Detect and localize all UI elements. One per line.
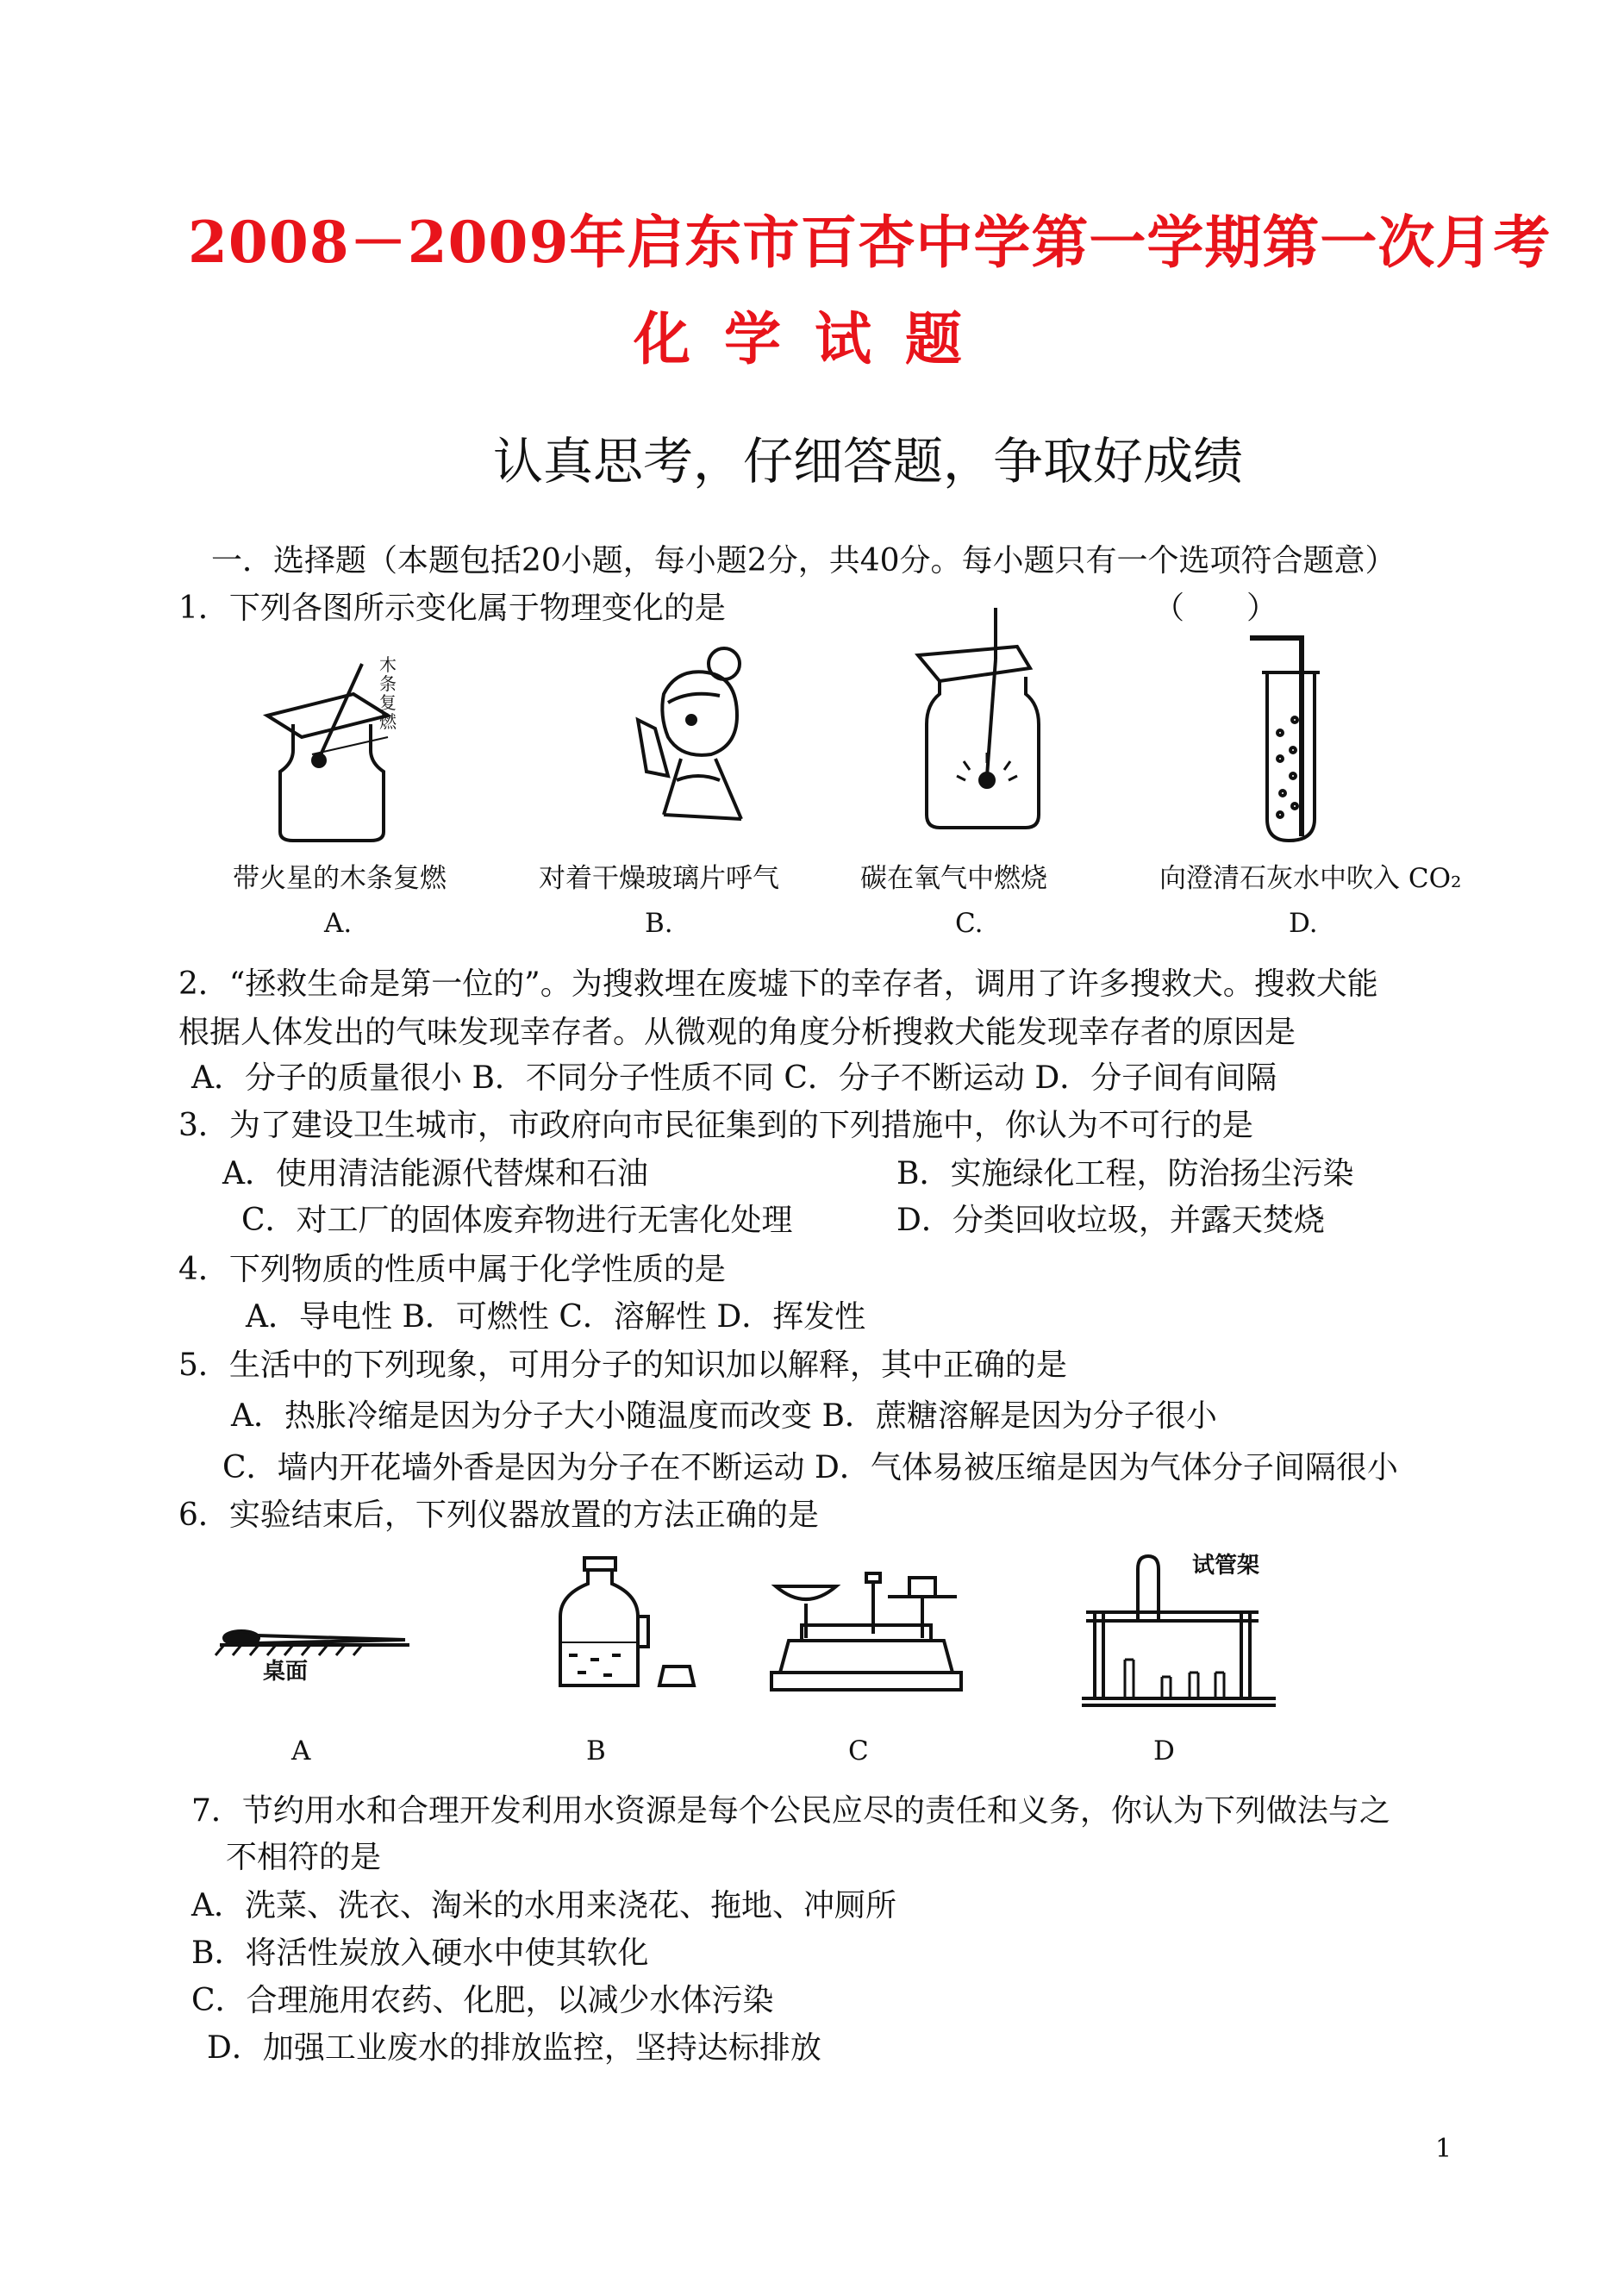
q6-desk-label: 桌面 <box>263 1659 309 1685</box>
q1-figure-b-girl-breathing <box>629 642 759 823</box>
q2-options: A．分子的质量很小 B．不同分子性质不同 C．分子不断运动 D．分子间有间隔 <box>191 1060 1277 1096</box>
q6-figure-c-balance <box>767 1573 965 1698</box>
q3-stem: 3．为了建设卫生城市，市政府向市民征集到的下列措施中，你认为不可行的是 <box>178 1108 1253 1143</box>
q1-figure-c-carbon-burning <box>914 608 1060 832</box>
q1-caption-d: 向澄清石灰水中吹入 CO₂ <box>1159 863 1462 894</box>
q5-stem: 5．生活中的下列现象，可用分子的知识加以解释，其中正确的是 <box>178 1348 1067 1383</box>
q1-label-d: D. <box>1289 908 1318 939</box>
q4-stem: 4．下列物质的性质中属于化学性质的是 <box>178 1252 726 1287</box>
q7-option-d: D．加强工业废水的排放监控，坚持达标排放 <box>207 2030 821 2066</box>
q7-line2: 不相符的是 <box>226 1840 382 1875</box>
q1-figure-a-label: 木条复燃 <box>379 654 397 732</box>
q6-label-c: C <box>848 1735 869 1767</box>
q7-option-a: A．洗菜、洗衣、淘米的水用来浇花、拖地、冲厕所 <box>191 1888 896 1923</box>
q3-option-b: B．实施绿化工程，防治扬尘污染 <box>896 1156 1354 1191</box>
exam-subject: 化 学 试 题 <box>634 305 969 372</box>
q4-options: A．导电性 B．可燃性 C．溶解性 D．挥发性 <box>246 1299 866 1335</box>
q1-figure-d-test-tube <box>1241 629 1345 845</box>
q6-rack-label: 试管架 <box>1192 1553 1260 1579</box>
page-number: 1 <box>1435 2134 1452 2164</box>
q6-stem: 6．实验结束后，下列仪器放置的方法正确的是 <box>178 1498 819 1533</box>
q1-caption-c: 碳在氧气中燃烧 <box>860 863 1047 894</box>
q6-label-d: D <box>1153 1735 1175 1767</box>
section-heading: 一．选择题（本题包括20小题，每小题2分，共40分。每小题只有一个选项符合题意） <box>211 543 1396 578</box>
q3-option-a: A．使用清洁能源代替煤和石油 <box>222 1156 648 1191</box>
q2-line1: 2．“拯救生命是第一位的”。为搜救埋在废墟下的幸存者，调用了许多搜救犬。搜救犬能 <box>178 966 1378 1002</box>
exam-title: 2008－2009年启东市百杏中学第一学期第一次月考 <box>188 209 1552 276</box>
q5-options-cd: C．墙内开花墙外香是因为分子在不断运动 D．气体易被压缩是因为气体分子间隔很小 <box>222 1450 1398 1485</box>
q3-option-d: D．分类回收垃圾，并露天焚烧 <box>896 1203 1325 1238</box>
q2-line2: 根据人体发出的气味发现幸存者。从微观的角度分析搜救犬能发现幸存者的原因是 <box>178 1015 1296 1050</box>
q3-option-c: C．对工厂的固体废弃物进行无害化处理 <box>241 1203 793 1238</box>
q6-label-b: B <box>586 1735 606 1767</box>
q1-stem: 1．下列各图所示变化属于物理变化的是 <box>178 591 726 626</box>
q1-label-c: C. <box>955 908 984 939</box>
q7-line1: 7．节约用水和合理开发利用水资源是每个公民应尽的责任和义务，你认为下列做法与之 <box>191 1793 1390 1829</box>
q6-figure-a-dropper-on-desk <box>215 1621 414 1673</box>
q7-option-b: B．将活性炭放入硬水中使其软化 <box>191 1935 649 1971</box>
q1-caption-a: 带火星的木条复燃 <box>233 863 447 894</box>
q1-label-a: A. <box>324 908 353 939</box>
q5-options-ab: A．热胀冷缩是因为分子大小随温度而改变 B．蔗糖溶解是因为分子很小 <box>231 1398 1217 1434</box>
exam-motto: 认真思考，仔细答题，争取好成绩 <box>493 432 1244 491</box>
q1-caption-b: 对着干燥玻璃片呼气 <box>539 863 779 894</box>
q7-option-c: C．合理施用农药、化肥，以减少水体污染 <box>191 1983 774 2018</box>
q1-label-b: B. <box>645 908 673 939</box>
q1-answer-bracket: （ ） <box>1153 591 1278 626</box>
q6-label-a: A <box>291 1735 311 1767</box>
q6-figure-b-reagent-bottle <box>552 1556 698 1694</box>
